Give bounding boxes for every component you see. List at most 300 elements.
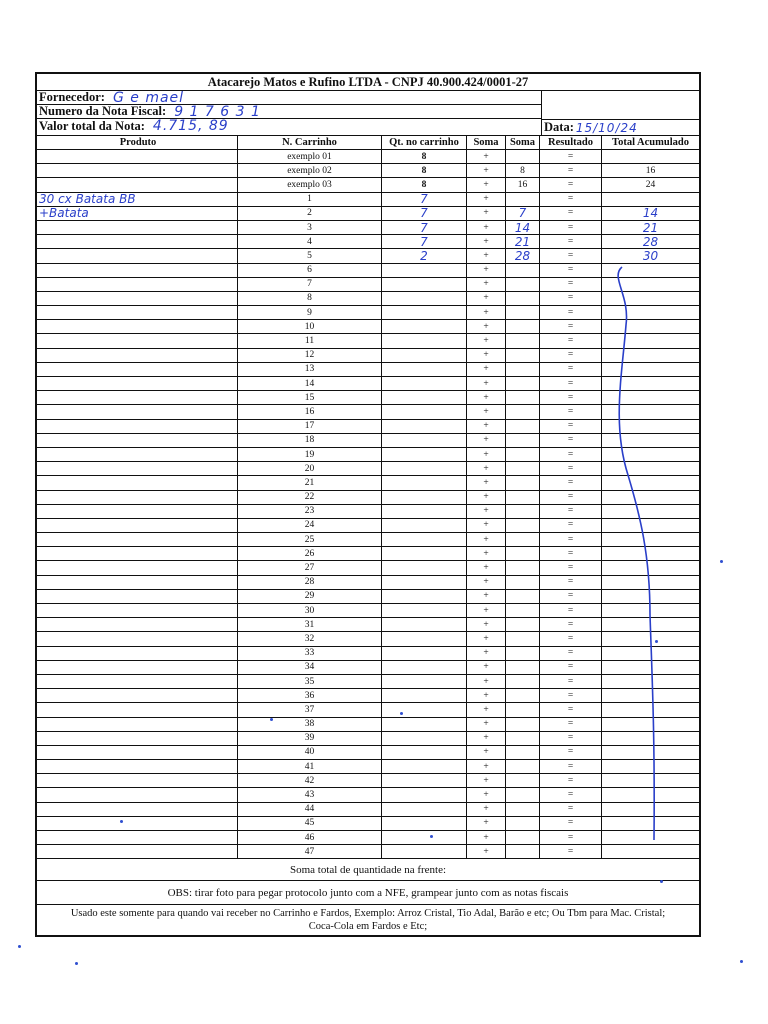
cell-produto — [37, 306, 238, 319]
nota-value: 9 1 7 6 3 1 — [174, 103, 261, 120]
cell-qt — [382, 576, 467, 589]
cell-resultado: = — [540, 703, 602, 716]
cell-qt — [382, 604, 467, 617]
cell-carrinho: 11 — [238, 334, 382, 347]
cell-qt — [382, 306, 467, 319]
cell-produto — [37, 178, 238, 191]
cell-resultado: = — [540, 689, 602, 702]
cell-soma2 — [506, 278, 540, 291]
cell-soma2 — [506, 377, 540, 390]
cell-carrinho: 19 — [238, 448, 382, 461]
cell-soma: + — [467, 207, 506, 220]
ink-speck — [400, 712, 403, 715]
cell-soma: + — [467, 661, 506, 674]
cell-qt — [382, 675, 467, 688]
cell-carrinho: 15 — [238, 391, 382, 404]
cell-produto — [37, 249, 238, 262]
cell-resultado: = — [540, 193, 602, 206]
cell-carrinho: 42 — [238, 774, 382, 787]
valor-value: 4.715, 89 — [152, 118, 229, 134]
cell-resultado: = — [540, 561, 602, 574]
cell-soma: + — [467, 718, 506, 731]
cell-soma: + — [467, 491, 506, 504]
cell-produto — [37, 732, 238, 745]
cell-carrinho: 41 — [238, 760, 382, 773]
cell-soma: + — [467, 320, 506, 333]
fornecedor-label: Fornecedor: — [39, 90, 105, 104]
cell-soma: + — [467, 647, 506, 660]
cell-resultado: = — [540, 207, 602, 220]
cell-soma2 — [506, 505, 540, 518]
cell-soma2 — [506, 718, 540, 731]
cell-qt — [382, 718, 467, 731]
cell-carrinho: 44 — [238, 803, 382, 816]
cell-resultado: = — [540, 590, 602, 603]
cell-qt — [382, 746, 467, 759]
cell-produto — [37, 845, 238, 858]
cell-produto — [37, 491, 238, 504]
cell-soma: + — [467, 377, 506, 390]
table-row — [37, 164, 699, 178]
cell-soma: + — [467, 505, 506, 518]
cell-soma: + — [467, 363, 506, 376]
valor-label: Valor total da Nota: — [39, 118, 145, 133]
cell-carrinho: exemplo 02 — [238, 164, 382, 177]
cell-carrinho: 12 — [238, 349, 382, 362]
data-label: Data: — [544, 120, 574, 134]
cell-qt — [382, 632, 467, 645]
cell-qt — [382, 703, 467, 716]
cell-qt — [382, 434, 467, 447]
cell-carrinho: 25 — [238, 533, 382, 546]
cell-soma: + — [467, 391, 506, 404]
cell-carrinho: 32 — [238, 632, 382, 645]
cell-carrinho: 24 — [238, 519, 382, 532]
cell-produto — [37, 505, 238, 518]
cell-soma2 — [506, 632, 540, 645]
cell-carrinho: 35 — [238, 675, 382, 688]
cell-soma2 — [506, 831, 540, 844]
cell-soma: + — [467, 561, 506, 574]
cell-soma2 — [506, 604, 540, 617]
cell-produto — [37, 788, 238, 801]
cell-resultado: = — [540, 377, 602, 390]
cell-produto — [37, 703, 238, 716]
cell-soma2 — [506, 547, 540, 560]
cell-soma2 — [506, 306, 540, 319]
cell-carrinho: 16 — [238, 405, 382, 418]
cell-resultado: = — [540, 221, 602, 234]
ink-speck — [660, 880, 663, 883]
cell-qt — [382, 505, 467, 518]
cell-soma2 — [506, 576, 540, 589]
cell-resultado: = — [540, 448, 602, 461]
cell-carrinho: 20 — [238, 462, 382, 475]
table-row — [37, 221, 699, 235]
cell-produto — [37, 561, 238, 574]
cell-soma: + — [467, 817, 506, 830]
cell-soma2 — [506, 803, 540, 816]
cell-carrinho: 18 — [238, 434, 382, 447]
cell-resultado: = — [540, 349, 602, 362]
cell-produto — [37, 533, 238, 546]
cell-soma2 — [506, 193, 540, 206]
cell-carrinho: 38 — [238, 718, 382, 731]
cell-resultado: = — [540, 718, 602, 731]
cell-qt — [382, 363, 467, 376]
cell-soma: + — [467, 334, 506, 347]
cell-soma: + — [467, 632, 506, 645]
cell-produto — [37, 292, 238, 305]
cell-qt — [382, 647, 467, 660]
cell-qt — [382, 264, 467, 277]
data-field — [542, 120, 699, 135]
cell-resultado: = — [540, 405, 602, 418]
cell-soma2 — [506, 363, 540, 376]
table-row — [37, 207, 699, 221]
cell-soma2 — [506, 746, 540, 759]
cell-carrinho: 13 — [238, 363, 382, 376]
cell-soma: + — [467, 604, 506, 617]
cell-soma2: 16 — [506, 178, 540, 191]
ink-speck — [18, 945, 21, 948]
cell-produto — [37, 405, 238, 418]
cell-carrinho: 29 — [238, 590, 382, 603]
cell-soma: + — [467, 533, 506, 546]
cell-soma2 — [506, 732, 540, 745]
cell-qt — [382, 476, 467, 489]
ink-speck — [75, 962, 78, 965]
cell-carrinho: 9 — [238, 306, 382, 319]
cell-soma: + — [467, 590, 506, 603]
cell-carrinho: 23 — [238, 505, 382, 518]
cell-soma: + — [467, 576, 506, 589]
cell-produto — [37, 718, 238, 731]
cell-qt: 8 — [382, 178, 467, 191]
cell-produto — [37, 448, 238, 461]
cell-soma: + — [467, 349, 506, 362]
cell-produto — [37, 618, 238, 631]
cell-resultado: = — [540, 788, 602, 801]
cell-soma: + — [467, 462, 506, 475]
cell-qt — [382, 491, 467, 504]
cell-produto — [37, 320, 238, 333]
cell-soma2 — [506, 817, 540, 830]
cell-produto — [37, 363, 238, 376]
cell-resultado: = — [540, 264, 602, 277]
cell-resultado: = — [540, 533, 602, 546]
cell-produto — [37, 675, 238, 688]
cell-produto — [37, 817, 238, 830]
cell-resultado: = — [540, 306, 602, 319]
cell-resultado: = — [540, 334, 602, 347]
cell-produto — [37, 647, 238, 660]
cell-soma: + — [467, 788, 506, 801]
cell-produto — [37, 349, 238, 362]
cell-resultado: = — [540, 576, 602, 589]
cell-soma: + — [467, 476, 506, 489]
cell-soma: + — [467, 193, 506, 206]
fornecedor-value: G e mael — [112, 89, 185, 106]
cell-soma: + — [467, 235, 506, 248]
cell-produto — [37, 774, 238, 787]
cell-produto — [37, 221, 238, 234]
header-fields — [37, 91, 699, 136]
col-soma: Soma — [467, 136, 506, 149]
cell-resultado: = — [540, 803, 602, 816]
cell-soma2 — [506, 292, 540, 305]
cell-soma: + — [467, 746, 506, 759]
cell-resultado: = — [540, 150, 602, 163]
usage-note — [37, 905, 699, 935]
cell-soma2: 28 — [506, 249, 540, 262]
cell-qt — [382, 788, 467, 801]
cell-soma: + — [467, 264, 506, 277]
cell-total: 28 — [642, 235, 659, 249]
cell-qt: 7 — [382, 193, 467, 206]
cell-carrinho: 14 — [238, 377, 382, 390]
cell-resultado: = — [540, 831, 602, 844]
cell-produto — [37, 746, 238, 759]
cell-qt — [382, 661, 467, 674]
cell-produto — [37, 689, 238, 702]
cell-soma2 — [506, 661, 540, 674]
col-total: Total Acumulado — [612, 137, 689, 148]
cell-soma2 — [506, 590, 540, 603]
cell-resultado: = — [540, 661, 602, 674]
cell-soma2 — [506, 448, 540, 461]
cell-carrinho: 43 — [238, 788, 382, 801]
nota-row — [37, 105, 541, 119]
cell-soma: + — [467, 774, 506, 787]
cell-qt — [382, 420, 467, 433]
cell-produto — [37, 519, 238, 532]
cell-total: 14 — [642, 206, 659, 220]
cell-resultado: = — [540, 774, 602, 787]
cell-carrinho: 26 — [238, 547, 382, 560]
cell-resultado: = — [540, 732, 602, 745]
cell-soma: + — [467, 150, 506, 163]
cell-soma2 — [506, 788, 540, 801]
cell-soma: + — [467, 420, 506, 433]
cell-carrinho: 8 — [238, 292, 382, 305]
cell-resultado: = — [540, 320, 602, 333]
cell-soma2 — [506, 760, 540, 773]
cell-soma: + — [467, 760, 506, 773]
cell-qt — [382, 448, 467, 461]
cell-soma2 — [506, 703, 540, 716]
cell-soma2 — [506, 349, 540, 362]
cell-carrinho: 3 — [238, 221, 382, 234]
cell-soma: + — [467, 306, 506, 319]
cell-qt — [382, 803, 467, 816]
cell-produto — [37, 235, 238, 248]
cell-qt — [382, 405, 467, 418]
cell-produto — [37, 150, 238, 163]
cell-qt — [382, 689, 467, 702]
cell-produto — [37, 590, 238, 603]
cell-soma2 — [506, 618, 540, 631]
cell-qt — [382, 292, 467, 305]
cell-resultado: = — [540, 845, 602, 858]
cell-carrinho: 2 — [238, 207, 382, 220]
cell-total: 24 — [645, 179, 656, 190]
cell-produto — [37, 476, 238, 489]
cell-qt — [382, 561, 467, 574]
cell-carrinho: 21 — [238, 476, 382, 489]
cell-produto — [37, 377, 238, 390]
cell-soma2 — [506, 334, 540, 347]
soma-total-row: Soma total de quantidade na frente: — [37, 859, 699, 881]
cell-soma2 — [506, 391, 540, 404]
cell-soma2 — [506, 561, 540, 574]
cell-produto — [37, 462, 238, 475]
cell-soma: + — [467, 831, 506, 844]
cell-produto — [37, 632, 238, 645]
ink-speck — [120, 820, 123, 823]
cell-qt — [382, 519, 467, 532]
cell-carrinho: 17 — [238, 420, 382, 433]
cell-resultado: = — [540, 675, 602, 688]
cell-carrinho: 36 — [238, 689, 382, 702]
cell-carrinho: 4 — [238, 235, 382, 248]
col-carrinho: N. Carrinho — [238, 136, 382, 149]
cell-resultado: = — [540, 235, 602, 248]
table-row — [37, 150, 699, 164]
cell-soma: + — [467, 732, 506, 745]
data-value: 15/10/24 — [575, 120, 638, 135]
col-resultado: Resultado — [540, 136, 602, 149]
cell-total: 16 — [645, 165, 656, 176]
cell-qt — [382, 278, 467, 291]
table-row — [37, 193, 699, 207]
cell-carrinho: 27 — [238, 561, 382, 574]
cell-carrinho: 39 — [238, 732, 382, 745]
cell-soma: + — [467, 448, 506, 461]
cell-resultado: = — [540, 505, 602, 518]
cell-carrinho: exemplo 01 — [238, 150, 382, 163]
cell-soma2 — [506, 420, 540, 433]
cell-total: 21 — [642, 220, 659, 235]
cell-resultado: = — [540, 164, 602, 177]
cell-soma: + — [467, 164, 506, 177]
cell-resultado: = — [540, 760, 602, 773]
cell-carrinho: 6 — [238, 264, 382, 277]
cell-total — [602, 193, 699, 206]
cell-produto: +Batata — [37, 207, 238, 220]
table-row — [37, 235, 699, 249]
usage-line-2: Coca-Cola em Fardos e Etc; — [308, 921, 428, 933]
cell-qt — [382, 618, 467, 631]
cell-soma: + — [467, 803, 506, 816]
col-produto: Produto — [37, 136, 238, 149]
cell-carrinho: 1 — [238, 193, 382, 206]
cell-qt — [382, 760, 467, 773]
cell-soma: + — [467, 221, 506, 234]
cell-qt — [382, 547, 467, 560]
cell-soma2 — [506, 434, 540, 447]
cell-soma2 — [506, 519, 540, 532]
cell-soma: + — [467, 405, 506, 418]
cell-soma: + — [467, 703, 506, 716]
cell-produto — [37, 391, 238, 404]
cell-soma2 — [506, 845, 540, 858]
cell-resultado: = — [540, 817, 602, 830]
cell-qt: 2 — [382, 249, 467, 262]
cell-resultado: = — [540, 519, 602, 532]
cell-resultado: = — [540, 420, 602, 433]
cell-resultado: = — [540, 746, 602, 759]
cell-qt — [382, 831, 467, 844]
cell-soma: + — [467, 519, 506, 532]
cell-soma2: 14 — [506, 221, 540, 234]
cell-soma2: 7 — [506, 207, 540, 220]
handwritten-line-mark — [600, 255, 670, 855]
cell-produto — [37, 164, 238, 177]
cell-soma2: 21 — [506, 235, 540, 248]
cell-resultado: = — [540, 292, 602, 305]
cell-soma2 — [506, 689, 540, 702]
cell-soma2 — [506, 462, 540, 475]
cell-qt: 8 — [382, 164, 467, 177]
cell-total: 30 — [642, 249, 659, 263]
cell-carrinho: 28 — [238, 576, 382, 589]
cell-resultado: = — [540, 476, 602, 489]
cell-carrinho: 46 — [238, 831, 382, 844]
ink-speck — [655, 640, 658, 643]
cell-soma: + — [467, 434, 506, 447]
cell-soma: + — [467, 547, 506, 560]
cell-resultado: = — [540, 647, 602, 660]
cell-qt — [382, 817, 467, 830]
cell-produto — [37, 547, 238, 560]
ink-speck — [720, 560, 723, 563]
cell-resultado: = — [540, 618, 602, 631]
cell-total — [602, 150, 699, 163]
nota-label: Numero da Nota Fiscal: — [39, 104, 167, 118]
cell-qt — [382, 590, 467, 603]
cell-qt — [382, 334, 467, 347]
cell-soma2 — [506, 491, 540, 504]
cell-carrinho: 5 — [238, 249, 382, 262]
fornecedor-row — [37, 91, 541, 105]
ink-speck — [430, 835, 433, 838]
cell-soma2 — [506, 320, 540, 333]
cell-soma: + — [467, 292, 506, 305]
cell-resultado: = — [540, 434, 602, 447]
cell-produto — [37, 831, 238, 844]
cell-qt — [382, 320, 467, 333]
cell-produto — [37, 604, 238, 617]
cell-qt — [382, 377, 467, 390]
cell-qt — [382, 732, 467, 745]
cell-produto — [37, 264, 238, 277]
cell-resultado: = — [540, 249, 602, 262]
cell-soma2 — [506, 675, 540, 688]
cell-soma2 — [506, 533, 540, 546]
cell-soma: + — [467, 178, 506, 191]
ink-speck — [740, 960, 743, 963]
cell-soma2 — [506, 774, 540, 787]
cell-carrinho: 30 — [238, 604, 382, 617]
usage-line-1: Usado este somente para quando vai receber no Carrinho e Fardos, Exemplo: Arroz Cristal, Tio Adal, Barão e etc; Ou Tbm para Mac. Cristal; — [70, 908, 666, 920]
cell-resultado: = — [540, 178, 602, 191]
cell-carrinho: 33 — [238, 647, 382, 660]
cell-carrinho: 40 — [238, 746, 382, 759]
cell-produto — [37, 278, 238, 291]
cell-carrinho: 10 — [238, 320, 382, 333]
column-headers — [37, 136, 699, 150]
